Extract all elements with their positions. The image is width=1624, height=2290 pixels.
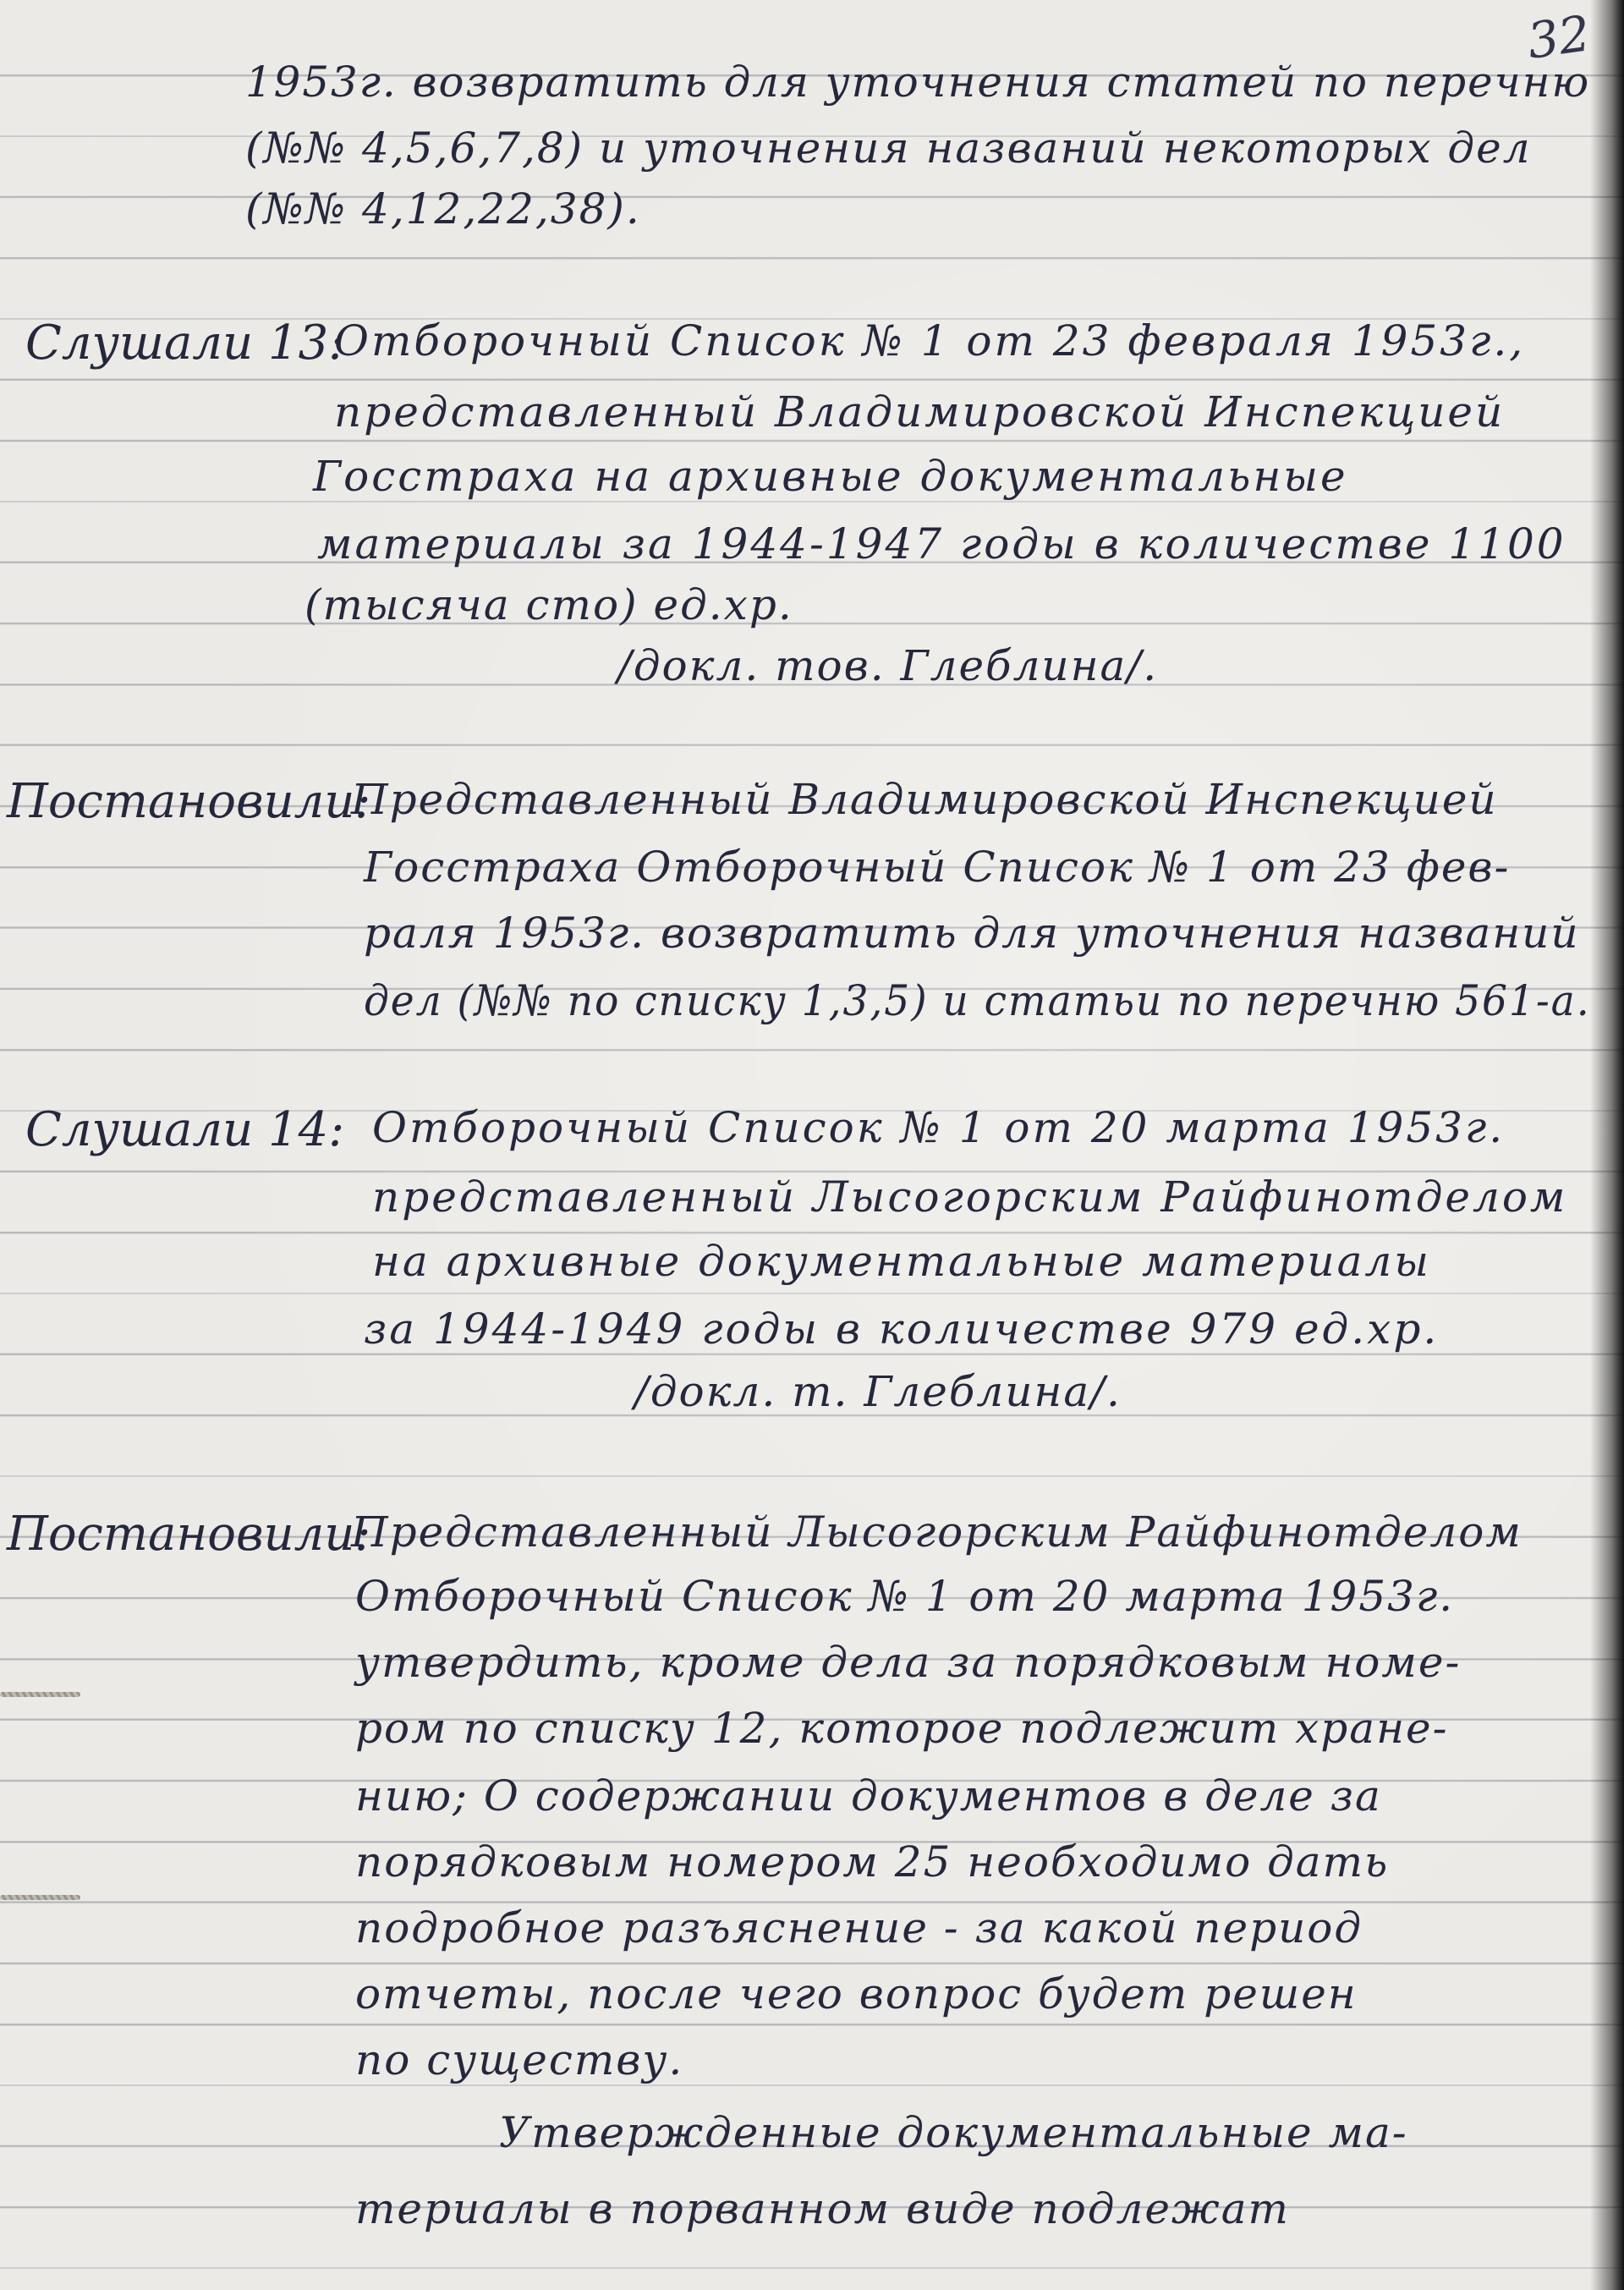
item-14-line: за 1944-1949 годы в количестве 979 ед.хр.	[364, 1304, 1440, 1354]
decision-14-line: териалы в порванном виде подлежат	[355, 2184, 1290, 2233]
item-13-line: (тысяча сто) ед.хр.	[304, 580, 793, 629]
decided-label-13: Постановили:	[7, 774, 371, 829]
decision-14-line: отчеты, после чего вопрос будет решен	[355, 1969, 1358, 2018]
decision-14-line: по существу.	[355, 2035, 684, 2084]
item-12-line: (№№ 4,12,22,38).	[245, 184, 641, 233]
item-13-reporter: /докл. тов. Глеблина/.	[617, 641, 1159, 690]
item-13-line: Отборочный Список № 1 от 23 февраля 1953г.,	[334, 316, 1526, 365]
item-14-line: Отборочный Список № 1 от 20 марта 1953г.	[372, 1103, 1506, 1152]
item-13-line: Госстраха на архивные документальные	[313, 452, 1348, 501]
item-12-line: 1953г. возвратить для уточнения статей по перечню	[245, 58, 1591, 107]
heard-label-13: Слушали 13:	[25, 316, 345, 371]
binding-thread	[0, 1692, 80, 1697]
item-14-reporter: /докл. т. Глеблина/.	[634, 1367, 1122, 1416]
page-number: 32	[1523, 4, 1594, 70]
item-14-line: на архивные документальные материалы	[372, 1237, 1431, 1286]
decision-13-line: Представленный Владимировской Инспекцией	[351, 775, 1498, 824]
decision-14-line: подробное разъяснение - за какой период	[355, 1903, 1363, 1952]
decision-14-line: утвердить, кроме дела за порядковым номе-	[355, 1638, 1462, 1687]
decision-14-line: Отборочный Список № 1 от 20 марта 1953г.	[355, 1572, 1455, 1621]
item-14-line: представленный Лысогорским Райфинотделом	[372, 1172, 1568, 1222]
item-13-line: представленный Владимировской Инспекцией	[334, 387, 1506, 437]
decision-14-line: нию; О содержании документов в деле за	[355, 1771, 1382, 1820]
heard-label-14: Слушали 14:	[25, 1102, 345, 1157]
item-13-line: материалы за 1944-1947 годы в количестве 1100	[317, 519, 1566, 568]
decision-13-line: Госстраха Отборочный Список № 1 от 23 фев-	[364, 843, 1511, 892]
decision-14-line: Утвержденные документальные ма-	[499, 2108, 1408, 2157]
decision-13-line: дел (№№ по списку 1,3,5) и статьи по перечню 561-а.	[364, 976, 1591, 1025]
item-12-line: (№№ 4,5,6,7,8) и уточнения названий некоторых дел	[245, 124, 1532, 173]
decision-14-line: порядковым номером 25 необходимо дать	[355, 1837, 1390, 1886]
decision-13-line: раля 1953г. возвратить для уточнения названий	[364, 909, 1580, 958]
decision-14-line: Представленный Лысогорским Райфинотделом	[351, 1507, 1522, 1557]
binding-thread	[0, 1895, 80, 1900]
decision-14-line: ром по списку 12, которое подлежит хране-	[355, 1704, 1449, 1753]
decided-label-14: Постановили:	[7, 1507, 371, 1562]
